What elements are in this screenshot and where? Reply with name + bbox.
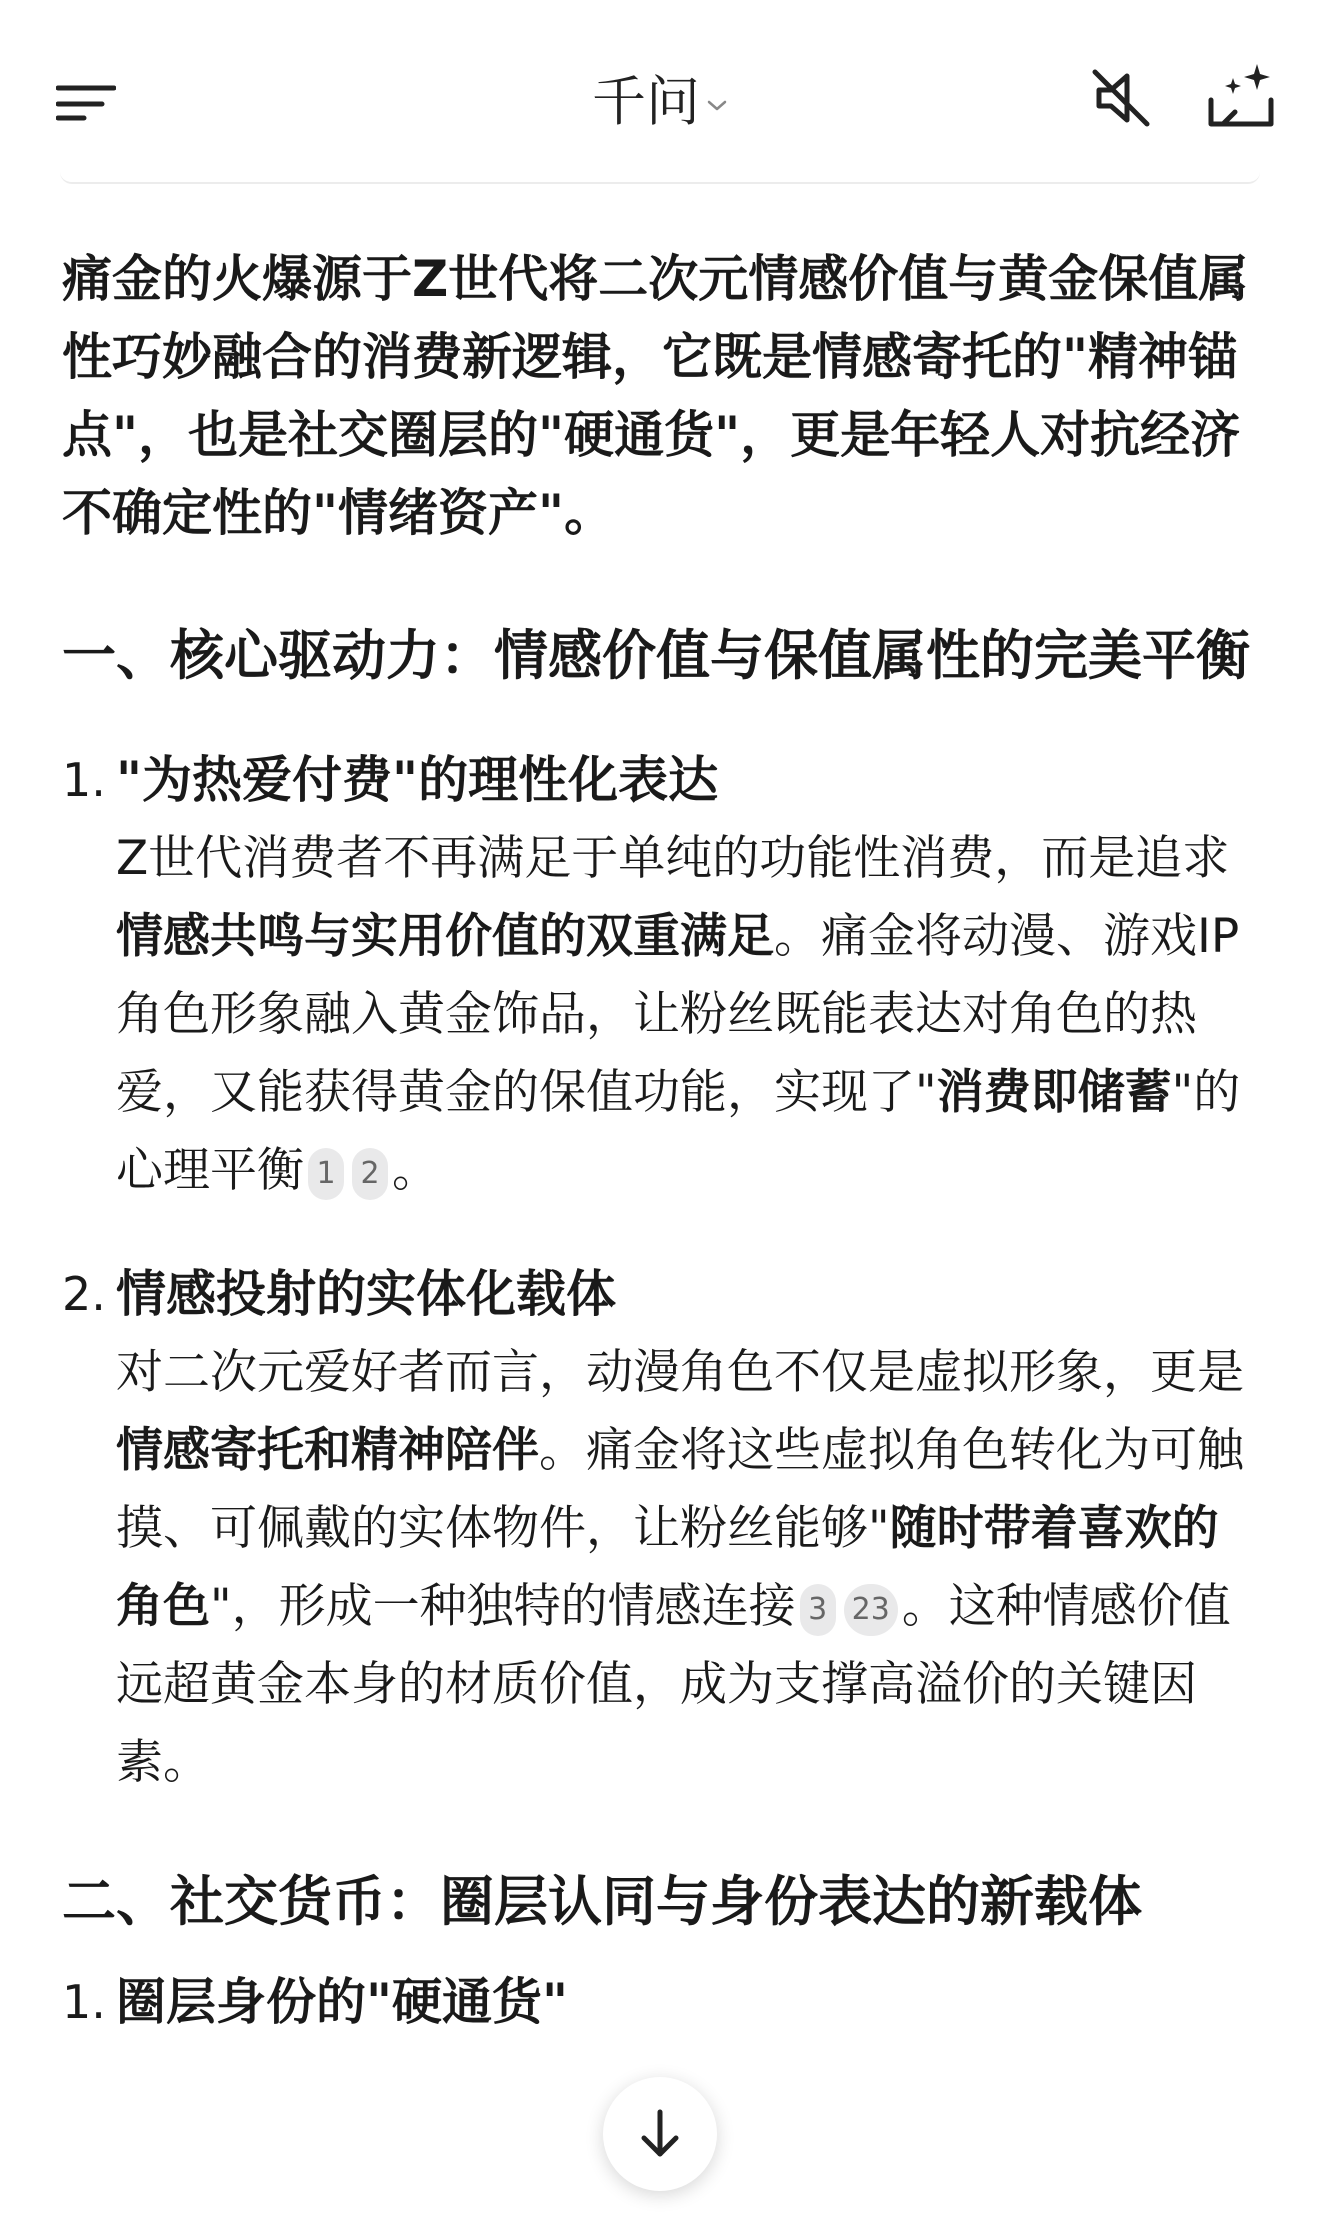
list-number: 1. <box>62 753 106 807</box>
list-item <box>62 740 1262 1210</box>
top-bar <box>0 0 1320 200</box>
list-item-heading: "为热爱付费"的理性化表达 <box>116 751 719 809</box>
new-chat-sparkle-icon[interactable] <box>1203 60 1279 136</box>
header-divider <box>60 172 1260 184</box>
section-heading-1: 一、核心驱动力：情感价值与保值属性的完美平衡 <box>62 624 1250 687</box>
list-number: 1. <box>62 1975 106 2029</box>
scroll-to-bottom-button[interactable] <box>603 2077 717 2191</box>
arrow-down-icon <box>636 2108 684 2160</box>
citation-badge[interactable]: 23 <box>844 1584 898 1636</box>
speaker-mute-icon[interactable] <box>1085 62 1157 134</box>
app-title: 千问 <box>592 70 700 133</box>
citation-badge[interactable]: 2 <box>352 1148 388 1200</box>
list-item-body: 对二次元爱好者而言，动漫角色不仅是虚拟形象，更是情感寄托和精神陪伴。痛金将这些虚拟角色转化为可触摸、可佩戴的实体物件，让粉丝能够"随时带着喜欢的角色"，形成一种独特的情感连接 3 23 。这种情感价值远超黄金本身的材质价值，成为支撑高溢价的关键因素。 <box>116 1345 1244 1790</box>
citation-badge[interactable]: 3 <box>800 1584 836 1636</box>
list-item-heading: 圈层身份的"硬通货" <box>116 1973 569 2031</box>
chevron-down-icon <box>706 94 728 116</box>
citation-badge[interactable]: 1 <box>308 1148 344 1200</box>
list-number: 2. <box>62 1267 106 1321</box>
section-heading-2: 二、社交货币：圈层认同与身份表达的新载体 <box>62 1870 1142 1933</box>
list-item-body: Z世代消费者不再满足于单纯的功能性消费，而是追求情感共鸣与实用价值的双重满足。痛金将动漫、游戏IP角色形象融入黄金饰品，让粉丝既能表达对角色的热爱，又能获得黄金的保值功能，实现了"消费即储蓄"的心理平衡 1 2 。 <box>116 831 1241 1198</box>
list-item <box>62 1254 1262 1802</box>
list-item-heading: 情感投射的实体化载体 <box>116 1265 616 1323</box>
answer-content <box>62 240 1262 2042</box>
list-item <box>62 1962 1262 2042</box>
answer-intro: 痛金的火爆源于Z世代将二次元情感价值与黄金保值属性巧妙融合的消费新逻辑，它既是情感寄托的"精神锚点"，也是社交圈层的"硬通货"，更是年轻人对抗经济不确定性的"情绪资产"。 <box>62 250 1249 542</box>
